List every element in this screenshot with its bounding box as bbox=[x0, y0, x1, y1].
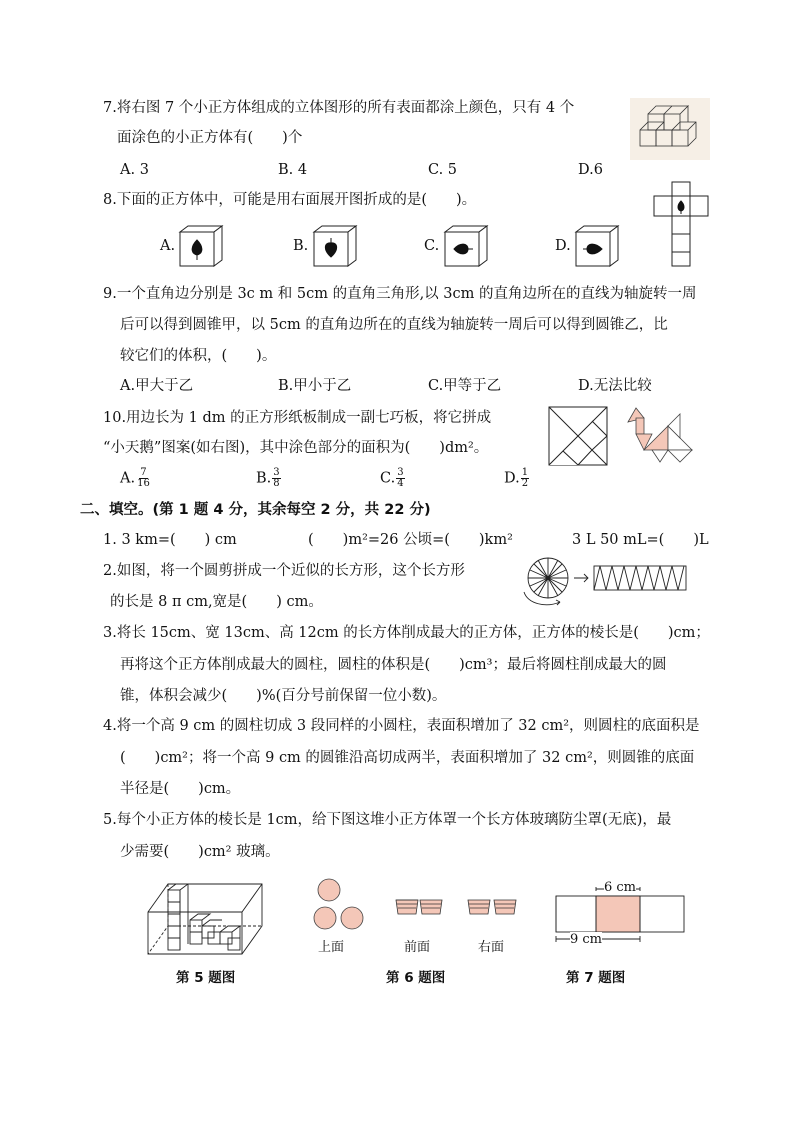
q10-option-a[interactable]: A. $\frac{7}{16}$ bbox=[120, 467, 150, 489]
fig6-label-right: 右面 bbox=[478, 940, 505, 955]
q10-option-b[interactable]: B. $\frac{3}{8}$ bbox=[256, 467, 280, 489]
fig6-caption: 第 6 题图 bbox=[386, 970, 446, 986]
q8-option-d[interactable]: D. bbox=[555, 238, 571, 254]
q7-cube-figure bbox=[630, 98, 710, 160]
f3-line3: 锥，体积会减少( )%(百分号前保留一位小数)。 bbox=[120, 688, 447, 704]
f4-line3: 半径是( )cm。 bbox=[120, 781, 241, 797]
f4-line1: 4.将一个高 9 cm 的圆柱切成 3 段同样的小圆柱，表面积增加了 32 cm²，则圆柱的底面积是 bbox=[103, 718, 700, 734]
f3-line1: 3.将长 15cm、宽 13cm、高 12cm 的长方体削成最大的正方体，正方体的棱长是( )cm； bbox=[103, 625, 710, 641]
q8-option-b[interactable]: B. bbox=[293, 238, 309, 254]
q7-option-a[interactable]: A. 3 bbox=[120, 162, 149, 178]
q8-cube-c bbox=[443, 224, 489, 268]
fig7-top-label: 6 cm bbox=[604, 880, 637, 895]
fig6-label-top: 上面 bbox=[318, 940, 345, 955]
fig7-bottom-label: 9 cm bbox=[570, 932, 603, 947]
q10-line2: “小天鹅”图案(如右图)，其中涂色部分的面积为( )dm²。 bbox=[103, 440, 489, 456]
section2-title: 二、填空。(第 1 题 4 分，其余每空 2 分，共 22 分) bbox=[80, 502, 431, 518]
f1-part-a: 1. 3 km=( ) cm bbox=[103, 532, 237, 548]
f1-part-b: ( )m²=26 公顷=( )km² bbox=[308, 532, 513, 548]
q9-option-a[interactable]: A.甲大于乙 bbox=[120, 378, 194, 394]
q10-tangram-figure bbox=[548, 406, 608, 466]
q9-line1: 9.一个直角边分别是 3c m 和 5cm 的直角三角形,以 3cm 的直角边所在的直线为轴旋转一周 bbox=[103, 286, 697, 302]
fig5-box-figure bbox=[146, 880, 264, 958]
q8-cube-a bbox=[178, 224, 224, 268]
q9-option-d[interactable]: D.无法比较 bbox=[578, 378, 652, 394]
f1-part-c: 3 L 50 mL=( )L bbox=[572, 532, 709, 548]
q9-option-b[interactable]: B.甲小于乙 bbox=[278, 378, 352, 394]
q9-option-c[interactable]: C.甲等于乙 bbox=[428, 378, 502, 394]
q10-swan-figure bbox=[622, 404, 698, 466]
q10-option-c[interactable]: C. $\frac{3}{4}$ bbox=[380, 467, 404, 489]
q8-option-a[interactable]: A. bbox=[160, 238, 176, 254]
q9-line3: 较它们的体积，( )。 bbox=[120, 348, 277, 364]
q7-line1: 7.将右图 7 个小正方体组成的立体图形的所有表面都涂上颜色，只有 4 个 bbox=[103, 100, 575, 116]
q8-cube-b bbox=[312, 224, 358, 268]
f5-line2: 少需要( )cm² 玻璃。 bbox=[120, 844, 280, 860]
f2-line2: 的长是 8 π cm,宽是( ) cm。 bbox=[110, 594, 323, 610]
f2-line1: 2.如图，将一个圆剪拼成一个近似的长方形，这个长方形 bbox=[103, 563, 465, 579]
fig6-label-front: 前面 bbox=[404, 940, 431, 955]
q8-net-figure bbox=[652, 182, 712, 268]
f3-line2: 再将这个正方体削成最大的圆柱，圆柱的体积是( )cm³；最后将圆柱削成最大的圆 bbox=[120, 657, 667, 673]
fig5-caption: 第 5 题图 bbox=[176, 970, 236, 986]
q8-line1: 8.下面的正方体中，可能是用右面展开图折成的是( )。 bbox=[103, 192, 477, 208]
q7-option-c[interactable]: C. 5 bbox=[428, 162, 458, 178]
q10-option-d[interactable]: D. $\frac{1}{2}$ bbox=[504, 467, 529, 489]
fig7-caption: 第 7 题图 bbox=[566, 970, 626, 986]
q7-option-b[interactable]: B. 4 bbox=[278, 162, 308, 178]
fig6-views-figure bbox=[312, 876, 524, 936]
f5-line1: 5.每个小正方体的棱长是 1cm，给下图这堆小正方体罩一个长方体玻璃防尘罩(无底)，最 bbox=[103, 812, 672, 828]
q9-line2: 后可以得到圆锥甲，以 5cm 的直角边所在的直线为轴旋转一周后可以得到圆锥乙，比 bbox=[120, 317, 668, 333]
q10-line1: 10.用边长为 1 dm 的正方形纸板制成一副七巧板，将它拼成 bbox=[103, 410, 492, 426]
q8-option-c[interactable]: C. bbox=[424, 238, 440, 254]
f2-circle-figure bbox=[518, 554, 698, 610]
q7-line2: 面涂色的小正方体有( )个 bbox=[117, 130, 303, 146]
q8-cube-d bbox=[574, 224, 620, 268]
q7-option-d[interactable]: D.6 bbox=[578, 162, 603, 178]
f4-line2: ( )cm²；将一个高 9 cm 的圆锥沿高切成两半，表面积增加了 32 cm²，则圆锥的底面 bbox=[120, 750, 695, 766]
